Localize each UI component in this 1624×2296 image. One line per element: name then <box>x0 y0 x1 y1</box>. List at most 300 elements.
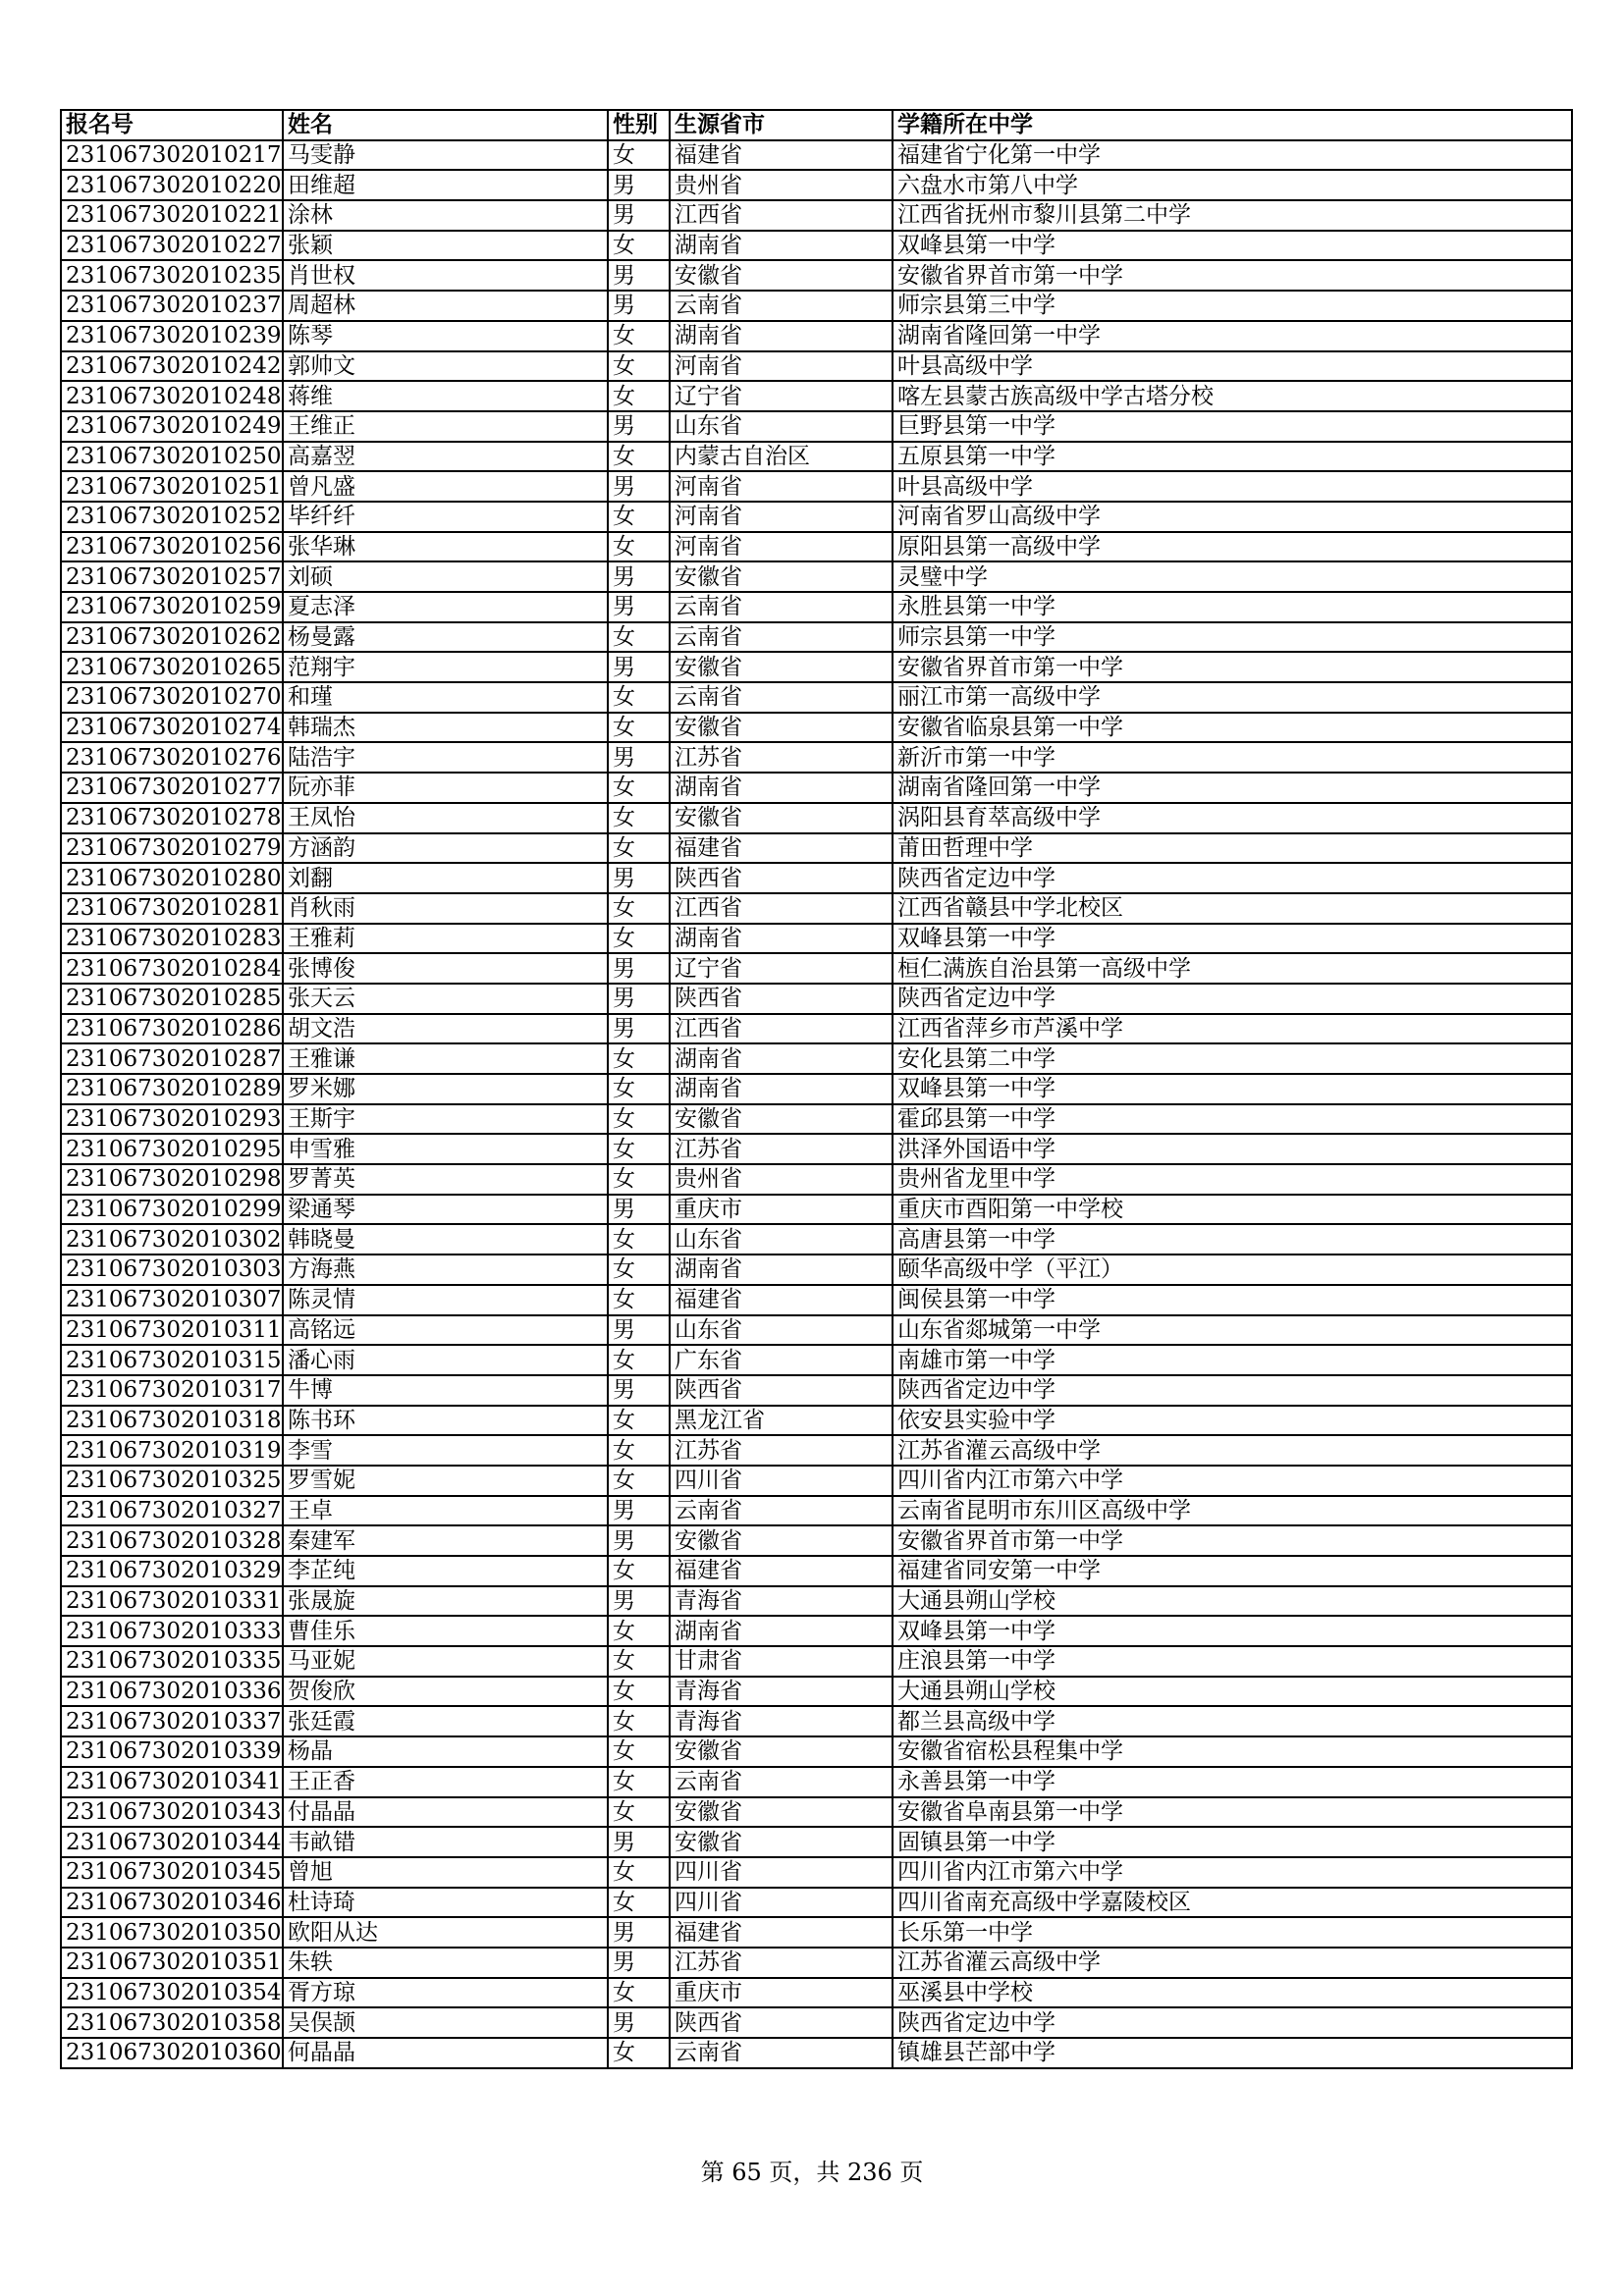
gender-cell: 女 <box>608 1978 670 2008</box>
registration-number-cell: 231067302010339 <box>61 1736 283 1767</box>
table-row <box>61 1195 1572 1225</box>
province-cell: 江苏省 <box>670 742 893 773</box>
school-cell: 巫溪县中学校 <box>893 1978 1572 2008</box>
table-row <box>61 773 1572 803</box>
gender-cell: 男 <box>608 170 670 200</box>
province-cell: 湖南省 <box>670 231 893 261</box>
school-cell: 霍邱县第一中学 <box>893 1104 1572 1135</box>
registration-number-cell: 231067302010220 <box>61 170 283 200</box>
school-cell: 五原县第一中学 <box>893 442 1572 472</box>
name-cell: 罗雪妮 <box>283 1466 608 1496</box>
gender-cell: 女 <box>608 682 670 713</box>
registration-number-cell: 231067302010270 <box>61 682 283 713</box>
province-cell: 福建省 <box>670 1917 893 1948</box>
gender-cell: 女 <box>608 1224 670 1255</box>
table-row <box>61 1556 1572 1586</box>
name-cell: 阮亦菲 <box>283 773 608 803</box>
province-cell: 陕西省 <box>670 2007 893 2038</box>
table-row <box>61 2007 1572 2038</box>
name-cell: 申雪雅 <box>283 1134 608 1164</box>
gender-cell: 女 <box>608 1797 670 1828</box>
table-row <box>61 1315 1572 1346</box>
registration-number-cell: 231067302010242 <box>61 351 283 382</box>
province-cell: 安徽省 <box>670 1736 893 1767</box>
school-cell: 安化县第二中学 <box>893 1043 1572 1074</box>
gender-cell: 男 <box>608 1315 670 1346</box>
name-cell: 肖世权 <box>283 260 608 291</box>
province-cell: 江西省 <box>670 200 893 231</box>
gender-cell: 男 <box>608 1496 670 1526</box>
gender-cell: 男 <box>608 953 670 984</box>
gender-cell: 女 <box>608 833 670 864</box>
school-cell: 都兰县高级中学 <box>893 1706 1572 1736</box>
province-cell: 河南省 <box>670 471 893 502</box>
gender-cell: 女 <box>608 893 670 924</box>
gender-cell: 女 <box>608 1285 670 1315</box>
province-cell: 河南省 <box>670 351 893 382</box>
gender-cell: 男 <box>608 1014 670 1044</box>
name-cell: 胡文浩 <box>283 1014 608 1044</box>
name-cell: 李雪 <box>283 1435 608 1466</box>
name-cell: 韩瑞杰 <box>283 713 608 743</box>
school-cell: 江西省赣县中学北校区 <box>893 893 1572 924</box>
province-cell: 山东省 <box>670 411 893 442</box>
table-row <box>61 592 1572 622</box>
name-cell: 吴俣颉 <box>283 2007 608 2038</box>
table-row <box>61 833 1572 864</box>
name-cell: 曾旭 <box>283 1857 608 1888</box>
registration-number-cell: 231067302010279 <box>61 833 283 864</box>
province-cell: 安徽省 <box>670 1104 893 1135</box>
registration-number-cell: 231067302010281 <box>61 893 283 924</box>
gender-cell: 男 <box>608 411 670 442</box>
province-cell: 福建省 <box>670 1556 893 1586</box>
province-cell: 云南省 <box>670 622 893 653</box>
province-cell: 河南省 <box>670 502 893 532</box>
gender-cell: 女 <box>608 140 670 171</box>
province-cell: 湖南省 <box>670 1255 893 1285</box>
table-row <box>61 1496 1572 1526</box>
gender-cell: 女 <box>608 1888 670 1918</box>
table-row <box>61 260 1572 291</box>
name-cell: 何晶晶 <box>283 2038 608 2068</box>
name-cell: 曹佳乐 <box>283 1616 608 1646</box>
school-cell: 南雄市第一中学 <box>893 1345 1572 1375</box>
registration-number-cell: 231067302010248 <box>61 381 283 411</box>
gender-cell: 女 <box>608 1164 670 1195</box>
school-cell: 叶县高级中学 <box>893 351 1572 382</box>
name-cell: 韩晓曼 <box>283 1224 608 1255</box>
name-cell: 贺俊欣 <box>283 1677 608 1707</box>
registration-number-cell: 231067302010249 <box>61 411 283 442</box>
province-cell: 云南省 <box>670 682 893 713</box>
school-cell: 庄浪县第一中学 <box>893 1646 1572 1677</box>
school-cell: 双峰县第一中学 <box>893 1616 1572 1646</box>
table-row <box>61 442 1572 472</box>
table-row <box>61 351 1572 382</box>
school-cell: 永胜县第一中学 <box>893 592 1572 622</box>
school-cell: 大通县朔山学校 <box>893 1677 1572 1707</box>
province-cell: 湖南省 <box>670 321 893 351</box>
registration-number-cell: 231067302010280 <box>61 863 283 893</box>
province-cell: 安徽省 <box>670 1525 893 1556</box>
school-cell: 大通县朔山学校 <box>893 1586 1572 1617</box>
school-cell: 安徽省临泉县第一中学 <box>893 713 1572 743</box>
school-cell: 双峰县第一中学 <box>893 231 1572 261</box>
registration-number-cell: 231067302010295 <box>61 1134 283 1164</box>
school-cell: 固镇县第一中学 <box>893 1827 1572 1857</box>
registration-number-cell: 231067302010250 <box>61 442 283 472</box>
table-row <box>61 502 1572 532</box>
province-cell: 黑龙江省 <box>670 1406 893 1436</box>
header-registration-number: 报名号 <box>61 110 283 140</box>
gender-cell: 女 <box>608 1134 670 1164</box>
gender-cell: 女 <box>608 231 670 261</box>
province-cell: 陕西省 <box>670 984 893 1014</box>
province-cell: 甘肃省 <box>670 1646 893 1677</box>
province-cell: 云南省 <box>670 291 893 321</box>
school-cell: 长乐第一中学 <box>893 1917 1572 1948</box>
name-cell: 夏志泽 <box>283 592 608 622</box>
registration-number-cell: 231067302010286 <box>61 1014 283 1044</box>
gender-cell: 女 <box>608 1767 670 1797</box>
registration-number-cell: 231067302010331 <box>61 1586 283 1617</box>
school-cell: 镇雄县芒部中学 <box>893 2038 1572 2068</box>
name-cell: 陈书环 <box>283 1406 608 1436</box>
registration-number-cell: 231067302010252 <box>61 502 283 532</box>
table-row <box>61 1797 1572 1828</box>
table-row <box>61 381 1572 411</box>
school-cell: 永善县第一中学 <box>893 1767 1572 1797</box>
school-cell: 安徽省界首市第一中学 <box>893 1525 1572 1556</box>
gender-cell: 男 <box>608 1525 670 1556</box>
school-cell: 福建省同安第一中学 <box>893 1556 1572 1586</box>
registration-number-cell: 231067302010276 <box>61 742 283 773</box>
name-cell: 曾凡盛 <box>283 471 608 502</box>
registration-number-cell: 231067302010307 <box>61 1285 283 1315</box>
table-row <box>61 863 1572 893</box>
header-school: 学籍所在中学 <box>893 110 1572 140</box>
registration-number-cell: 231067302010283 <box>61 924 283 954</box>
province-cell: 山东省 <box>670 1224 893 1255</box>
gender-cell: 男 <box>608 984 670 1014</box>
province-cell: 云南省 <box>670 592 893 622</box>
province-cell: 江苏省 <box>670 1435 893 1466</box>
table-row <box>61 1074 1572 1104</box>
table-row <box>61 1345 1572 1375</box>
school-cell: 颐华高级中学（平江） <box>893 1255 1572 1285</box>
gender-cell: 女 <box>608 381 670 411</box>
name-cell: 欧阳从达 <box>283 1917 608 1948</box>
table-row <box>61 1164 1572 1195</box>
gender-cell: 女 <box>608 1406 670 1436</box>
school-cell: 莆田哲理中学 <box>893 833 1572 864</box>
name-cell: 杜诗琦 <box>283 1888 608 1918</box>
gender-cell: 女 <box>608 773 670 803</box>
registration-number-cell: 231067302010333 <box>61 1616 283 1646</box>
table-row <box>61 1917 1572 1948</box>
registration-number-cell: 231067302010274 <box>61 713 283 743</box>
name-cell: 陈琴 <box>283 321 608 351</box>
table-row <box>61 953 1572 984</box>
table-row <box>61 893 1572 924</box>
table-row <box>61 1014 1572 1044</box>
province-cell: 福建省 <box>670 1285 893 1315</box>
registration-number-cell: 231067302010262 <box>61 622 283 653</box>
province-cell: 四川省 <box>670 1857 893 1888</box>
registration-number-cell: 231067302010344 <box>61 1827 283 1857</box>
table-row <box>61 1948 1572 1978</box>
province-cell: 重庆市 <box>670 1195 893 1225</box>
gender-cell: 男 <box>608 1195 670 1225</box>
school-cell: 叶县高级中学 <box>893 471 1572 502</box>
name-cell: 王卓 <box>283 1496 608 1526</box>
province-cell: 四川省 <box>670 1466 893 1496</box>
gender-cell: 女 <box>608 351 670 382</box>
name-cell: 张博俊 <box>283 953 608 984</box>
province-cell: 贵州省 <box>670 1164 893 1195</box>
province-cell: 湖南省 <box>670 773 893 803</box>
province-cell: 湖南省 <box>670 1616 893 1646</box>
province-cell: 云南省 <box>670 1496 893 1526</box>
registration-number-cell: 231067302010318 <box>61 1406 283 1436</box>
table-row <box>61 200 1572 231</box>
name-cell: 蒋维 <box>283 381 608 411</box>
registration-number-cell: 231067302010311 <box>61 1315 283 1346</box>
name-cell: 和瑾 <box>283 682 608 713</box>
name-cell: 牛博 <box>283 1375 608 1406</box>
name-cell: 田维超 <box>283 170 608 200</box>
name-cell: 郭帅文 <box>283 351 608 382</box>
table-row <box>61 321 1572 351</box>
name-cell: 韦畝错 <box>283 1827 608 1857</box>
name-cell: 马雯静 <box>283 140 608 171</box>
gender-cell: 女 <box>608 1435 670 1466</box>
name-cell: 王凤怡 <box>283 803 608 833</box>
name-cell: 张颖 <box>283 231 608 261</box>
registration-number-cell: 231067302010329 <box>61 1556 283 1586</box>
registration-number-cell: 231067302010257 <box>61 561 283 592</box>
registration-number-cell: 231067302010285 <box>61 984 283 1014</box>
table-row <box>61 1435 1572 1466</box>
gender-cell: 女 <box>608 502 670 532</box>
school-cell: 江苏省灌云高级中学 <box>893 1435 1572 1466</box>
gender-cell: 女 <box>608 321 670 351</box>
student-list-sheet <box>60 109 1571 2069</box>
gender-cell: 女 <box>608 1857 670 1888</box>
name-cell: 张廷霞 <box>283 1706 608 1736</box>
gender-cell: 男 <box>608 561 670 592</box>
school-cell: 贵州省龙里中学 <box>893 1164 1572 1195</box>
province-cell: 云南省 <box>670 1767 893 1797</box>
gender-cell: 女 <box>608 803 670 833</box>
name-cell: 胥方琼 <box>283 1978 608 2008</box>
registration-number-cell: 231067302010351 <box>61 1948 283 1978</box>
school-cell: 四川省内江市第六中学 <box>893 1466 1572 1496</box>
gender-cell: 男 <box>608 291 670 321</box>
registration-number-cell: 231067302010239 <box>61 321 283 351</box>
registration-number-cell: 231067302010299 <box>61 1195 283 1225</box>
school-cell: 喀左县蒙古族高级中学古塔分校 <box>893 381 1572 411</box>
name-cell: 周超林 <box>283 291 608 321</box>
name-cell: 张天云 <box>283 984 608 1014</box>
registration-number-cell: 231067302010221 <box>61 200 283 231</box>
name-cell: 杨晶 <box>283 1736 608 1767</box>
province-cell: 内蒙古自治区 <box>670 442 893 472</box>
school-cell: 原阳县第一高级中学 <box>893 532 1572 562</box>
school-cell: 河南省罗山高级中学 <box>893 502 1572 532</box>
gender-cell: 女 <box>608 1736 670 1767</box>
name-cell: 李芷纯 <box>283 1556 608 1586</box>
table-row <box>61 924 1572 954</box>
school-cell: 师宗县第一中学 <box>893 622 1572 653</box>
registration-number-cell: 231067302010341 <box>61 1767 283 1797</box>
school-cell: 陕西省定边中学 <box>893 863 1572 893</box>
registration-number-cell: 231067302010278 <box>61 803 283 833</box>
table-row <box>61 682 1572 713</box>
school-cell: 江苏省灌云高级中学 <box>893 1948 1572 1978</box>
name-cell: 秦建军 <box>283 1525 608 1556</box>
province-cell: 福建省 <box>670 140 893 171</box>
gender-cell: 女 <box>608 1706 670 1736</box>
province-cell: 安徽省 <box>670 260 893 291</box>
table-row <box>61 561 1572 592</box>
gender-cell: 男 <box>608 1586 670 1617</box>
school-cell: 新沂市第一中学 <box>893 742 1572 773</box>
gender-cell: 女 <box>608 1074 670 1104</box>
table-row <box>61 1857 1572 1888</box>
gender-cell: 男 <box>608 1948 670 1978</box>
table-row <box>61 1224 1572 1255</box>
table-row <box>61 1285 1572 1315</box>
table-row <box>61 1827 1572 1857</box>
table-row <box>61 532 1572 562</box>
name-cell: 刘翻 <box>283 863 608 893</box>
registration-number-cell: 231067302010337 <box>61 1706 283 1736</box>
registration-number-cell: 231067302010298 <box>61 1164 283 1195</box>
name-cell: 梁通琴 <box>283 1195 608 1225</box>
province-cell: 安徽省 <box>670 1797 893 1828</box>
registration-number-cell: 231067302010345 <box>61 1857 283 1888</box>
school-cell: 湖南省隆回第一中学 <box>893 773 1572 803</box>
school-cell: 云南省昆明市东川区高级中学 <box>893 1496 1572 1526</box>
province-cell: 青海省 <box>670 1706 893 1736</box>
name-cell: 刘硕 <box>283 561 608 592</box>
gender-cell: 女 <box>608 2038 670 2068</box>
school-cell: 丽江市第一高级中学 <box>893 682 1572 713</box>
gender-cell: 女 <box>608 1677 670 1707</box>
name-cell: 张晟旋 <box>283 1586 608 1617</box>
province-cell: 江苏省 <box>670 1134 893 1164</box>
school-cell: 涡阳县育萃高级中学 <box>893 803 1572 833</box>
province-cell: 湖南省 <box>670 1043 893 1074</box>
table-row <box>61 291 1572 321</box>
table-row <box>61 1525 1572 1556</box>
school-cell: 安徽省阜南县第一中学 <box>893 1797 1572 1828</box>
table-row <box>61 622 1572 653</box>
table-row <box>61 1406 1572 1436</box>
gender-cell: 女 <box>608 1466 670 1496</box>
school-cell: 江西省萍乡市芦溪中学 <box>893 1014 1572 1044</box>
gender-cell: 男 <box>608 742 670 773</box>
name-cell: 陈灵情 <box>283 1285 608 1315</box>
table-row <box>61 1466 1572 1496</box>
registration-number-cell: 231067302010256 <box>61 532 283 562</box>
name-cell: 高铭远 <box>283 1315 608 1346</box>
name-cell: 高嘉翌 <box>283 442 608 472</box>
registration-number-cell: 231067302010287 <box>61 1043 283 1074</box>
table-row <box>61 1616 1572 1646</box>
registration-number-cell: 231067302010358 <box>61 2007 283 2038</box>
gender-cell: 女 <box>608 1255 670 1285</box>
registration-number-cell: 231067302010227 <box>61 231 283 261</box>
table-row <box>61 1586 1572 1617</box>
table-row <box>61 1646 1572 1677</box>
province-cell: 江西省 <box>670 1014 893 1044</box>
name-cell: 王维正 <box>283 411 608 442</box>
page-footer: 第 65 页，共 236 页 <box>700 2159 924 2186</box>
registration-number-cell: 231067302010237 <box>61 291 283 321</box>
student-table <box>60 109 1573 2069</box>
gender-cell: 男 <box>608 2007 670 2038</box>
registration-number-cell: 231067302010259 <box>61 592 283 622</box>
registration-number-cell: 231067302010251 <box>61 471 283 502</box>
name-cell: 朱轶 <box>283 1948 608 1978</box>
header-province: 生源省市 <box>670 110 893 140</box>
province-cell: 安徽省 <box>670 713 893 743</box>
gender-cell: 男 <box>608 260 670 291</box>
name-cell: 方海燕 <box>283 1255 608 1285</box>
table-row <box>61 471 1572 502</box>
registration-number-cell: 231067302010217 <box>61 140 283 171</box>
school-cell: 湖南省隆回第一中学 <box>893 321 1572 351</box>
name-cell: 张华琳 <box>283 532 608 562</box>
registration-number-cell: 231067302010293 <box>61 1104 283 1135</box>
province-cell: 福建省 <box>670 833 893 864</box>
table-row <box>61 1104 1572 1135</box>
school-cell: 灵璧中学 <box>893 561 1572 592</box>
school-cell: 陕西省定边中学 <box>893 2007 1572 2038</box>
province-cell: 河南省 <box>670 532 893 562</box>
school-cell: 陕西省定边中学 <box>893 984 1572 1014</box>
gender-cell: 男 <box>608 592 670 622</box>
registration-number-cell: 231067302010319 <box>61 1435 283 1466</box>
province-cell: 广东省 <box>670 1345 893 1375</box>
table-row <box>61 1888 1572 1918</box>
province-cell: 江西省 <box>670 893 893 924</box>
gender-cell: 男 <box>608 863 670 893</box>
school-cell: 重庆市酉阳第一中学校 <box>893 1195 1572 1225</box>
table-row <box>61 1736 1572 1767</box>
province-cell: 湖南省 <box>670 1074 893 1104</box>
name-cell: 涂林 <box>283 200 608 231</box>
gender-cell: 男 <box>608 652 670 682</box>
table-row <box>61 713 1572 743</box>
registration-number-cell: 231067302010336 <box>61 1677 283 1707</box>
name-cell: 王正香 <box>283 1767 608 1797</box>
school-cell: 洪泽外国语中学 <box>893 1134 1572 1164</box>
province-cell: 青海省 <box>670 1677 893 1707</box>
school-cell: 巨野县第一中学 <box>893 411 1572 442</box>
province-cell: 陕西省 <box>670 863 893 893</box>
registration-number-cell: 231067302010277 <box>61 773 283 803</box>
table-row <box>61 742 1572 773</box>
table-row <box>61 803 1572 833</box>
province-cell: 辽宁省 <box>670 953 893 984</box>
province-cell: 安徽省 <box>670 803 893 833</box>
school-cell: 高唐县第一中学 <box>893 1224 1572 1255</box>
name-cell: 范翔宇 <box>283 652 608 682</box>
